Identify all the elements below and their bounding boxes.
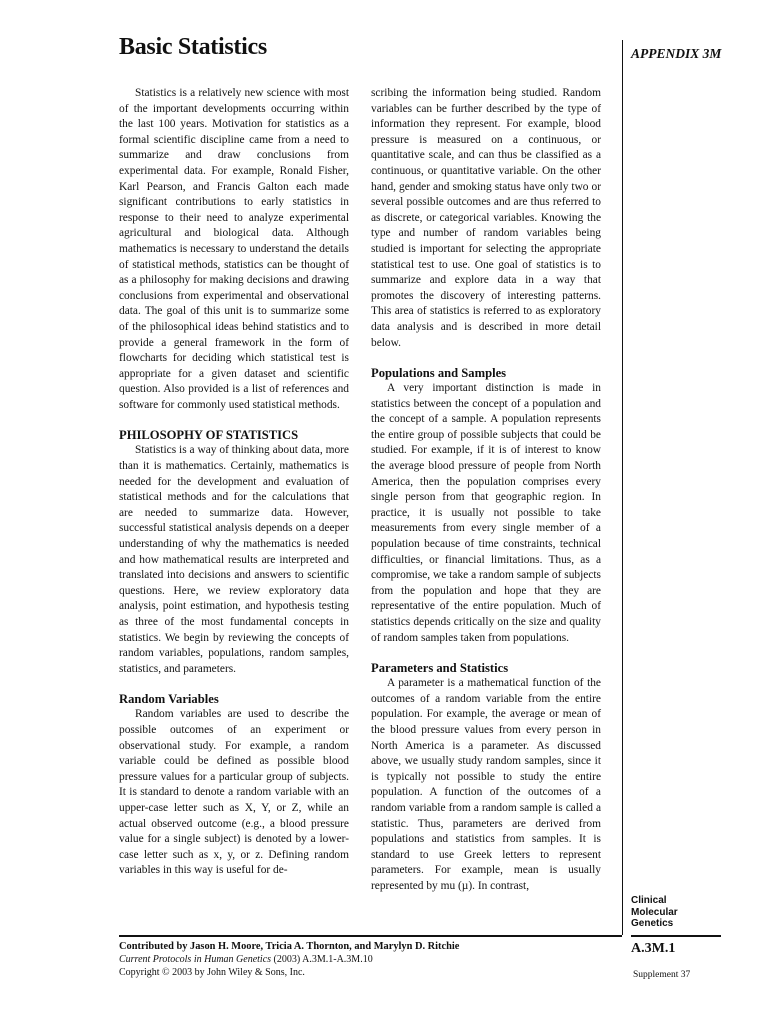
populations-paragraph: A very important distinction is made in statistics between the concept of a population and the concept of a sample. A population represents the entire group of possible subjects that could be studied. For example, if it is of interest to know the average blood pressure of people from North America, then the population comprises every single person from that geographic region. In practice, it is usually not possible to take measurements from every single member of a population because of time constraints, technical difficulties, or financial limitations. Thus, as a compromise, we take a random sample of subjects from the population and hope that they are representative of the entire population. Much of statistics depends critically on the size and quality of random samples taken from populations.: [371, 382, 601, 644]
random-variables-paragraph: Random variables are used to describe the possible outcomes of an experiment or observational study. For example, a random variable could be defined as possible blood pressure values for a particular group of subjects. It is standard to denote a random variable with an upper-case letter such as X, Y, or Z, while an actual observed outcome (e.g., a blood pressure value for a single subject) is denoted by a lower-case letter such as x, y, or z. Defining random variables in this way is useful for de-: [119, 708, 349, 877]
philosophy-paragraph: Statistics is a way of thinking about data, more than it is mathematics. Certainly, mathematics is needed for the development and evaluation of statistical methods and for the calculations that are needed to summarize data. However, successful statistical analysis depends on a deeper understanding of why the mathematics is needed and how mathematical results are interpreted and translated into decisions and answers to scientific questions. Here, we review exploratory data analysis, point estimation, and hypothesis testing as three of the most fundamental concepts in statistics. We begin by reviewing the concepts of random variables, populations, random samples, statistics, and parameters.: [119, 444, 349, 675]
continuation-paragraph: scribing the information being studied. Random variables can be further described by the type of information they represent. For example, blood pressure is measured on a continuous, or quantitative scale, and can thus be classified as a continuous, or quantitative variable. On the other hand, gender and smoking status have only two or several possible outcomes and are thus referred to as discrete, or categorical variables. Knowing the type and number of random variables being studied is important for selecting the appropriate statistical test to use. One goal of statistics is to summarize and explore data in a way that promotes the discovery of interesting patterns. This area of statistics is referred to as exploratory data analysis and is described in more detail below.: [371, 87, 601, 349]
series-label-line2: Molecular: [631, 906, 678, 918]
supplement-label: Supplement 37: [633, 970, 691, 980]
unit-divider: [631, 935, 721, 937]
series-label: [631, 895, 678, 930]
subsection-heading-random-variables: Random Variables: [119, 692, 219, 707]
series-label-line3: Genetics: [631, 918, 674, 929]
page-title: Basic Statistics: [119, 34, 267, 60]
copyright-line: Copyright © 2003 by John Wiley & Sons, Inc.: [119, 967, 305, 978]
footer-divider: [119, 935, 622, 937]
appendix-label: APPENDIX 3M: [631, 46, 722, 61]
section-heading-philosophy: PHILOSOPHY OF STATISTICS: [119, 428, 299, 443]
series-label-line1: Clinical: [631, 895, 667, 906]
footer: [119, 940, 619, 979]
right-column: [371, 86, 601, 895]
subsection-heading-parameters: Parameters and Statistics: [371, 661, 509, 676]
journal-name: Current Protocols in Human Genetics: [119, 954, 272, 965]
subsection-heading-populations: Populations and Samples: [371, 366, 507, 381]
left-column: [119, 86, 349, 879]
intro-paragraph: Statistics is a relatively new science with most of the important developments occurring within the last 100 years. Motivation for statistics as a formal scientific discipline came from a need to summarize and draw conclusions from experimental data. For example, Ronald Fisher, Karl Pearson, and Francis Galton each made significant contributions to early statistics in response to their need to analyze experimental agricultural and biological data. Although mathematics is necessary to understand the details of statistical methods, statistics can be thought of as a philosophy for making decisions and drawing conclusions from experimental and observational data. The goal of this unit is to summarize some of the philosophical ideas behind statistics and to provide a general framework in the form of flowcharts for deciding which statistical test is appropriate for a given dataset and scientific question. Also provided is a list of references and software for commonly used statistical methods.: [119, 87, 349, 411]
citation-line: [119, 953, 619, 966]
unit-id: A.3M.1: [631, 941, 676, 956]
contributors-line: Contributed by Jason H. Moore, Tricia A. Thornton, and Marylyn D. Ritchie: [119, 941, 460, 952]
parameters-paragraph: A parameter is a mathematical function of the outcomes of a random variable from the entire population. For example, the average or mean of the blood pressure values from every person in North America is a parameter. As discussed above, we usually study random samples, since it is typically not possible to study the entire population. A function of the outcomes of a random variable from a random sample is called a statistic. Thus, parameters are derived from populations and statistics from samples. It is standard to use Greek letters to represent parameters. For example, mean is usually represented by mu (µ). In contrast,: [371, 677, 601, 892]
citation-pages: (2003) A.3M.1-A.3M.10: [271, 954, 373, 965]
vertical-divider: [622, 40, 623, 935]
